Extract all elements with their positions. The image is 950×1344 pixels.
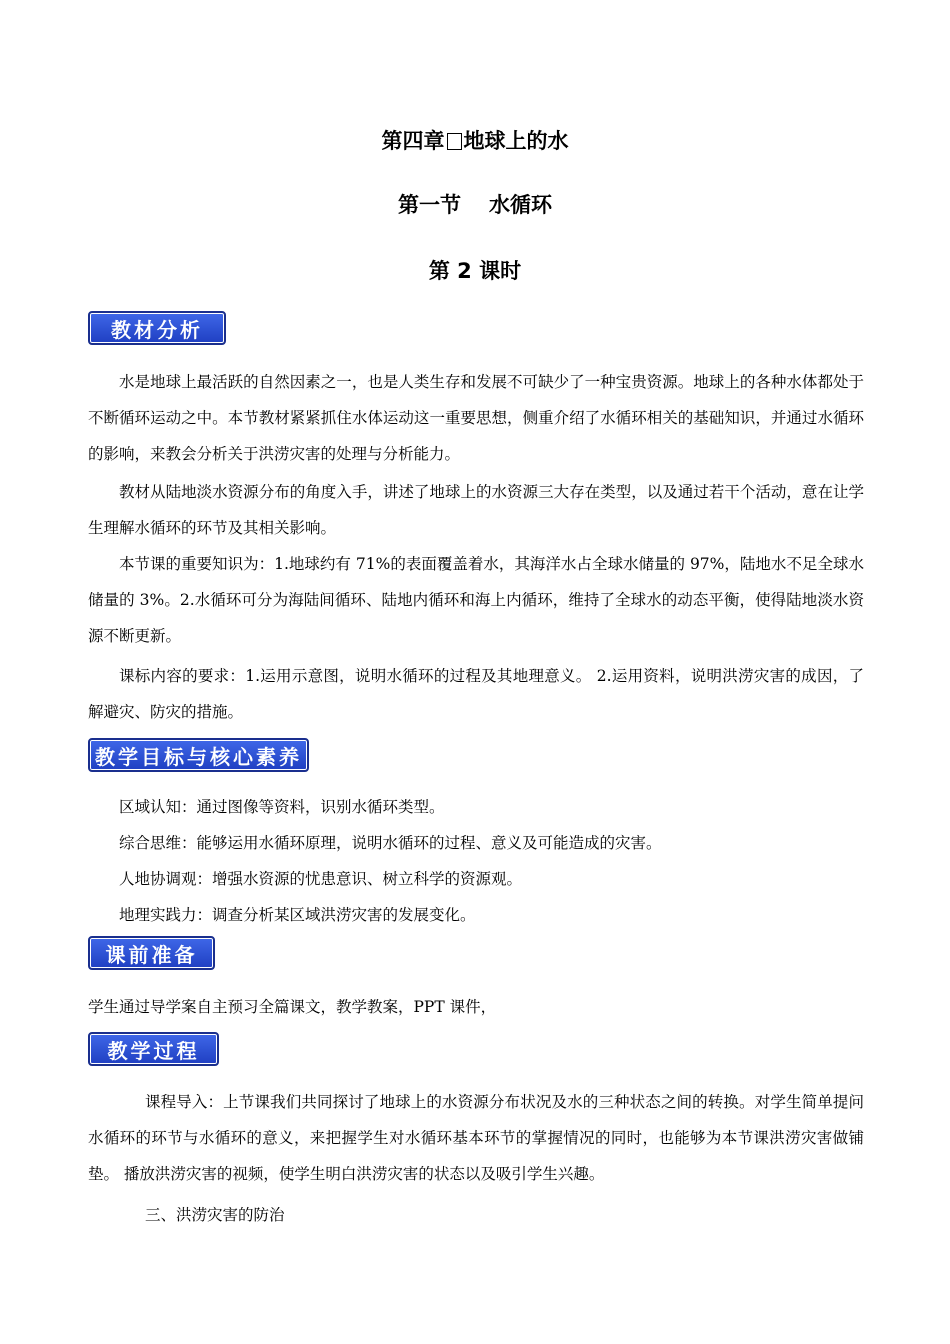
section-badge-goals: 教学目标与核心素养 [88,738,309,772]
chapter-name: 地球上的水 [463,129,569,153]
goal-integrated-thinking: 综合思维：能够运用水循环原理，说明水循环的过程、意义及可能造成的灾害。 [119,834,662,852]
section-title [0,191,950,219]
analysis-paragraph-2: 教材从陆地淡水资源分布的角度入手，讲述了地球上的水资源三大存在类型，以及通过若干个活动，意在让学生理解水循环的环节及其相关影响。 [88,483,864,537]
process-intro-paragraph: 课程导入：上节课我们共同探讨了地球上的水资源分布状况及水的三种状态之间的转换。对学生简单提问水循环的环节与水循环的意义，来把握学生对水循环基本环节的掌握情况的同时，也能够为本节课洪涝灾害做铺垫。 播放洪涝灾害的视频，使学生明白洪涝灾害的状态以及吸引学生兴趣。 [88,1093,864,1183]
section-badge-analysis: 教材分析 [88,311,226,345]
analysis-paragraph-1: 水是地球上最活跃的自然因素之一，也是人类生存和发展不可缺少了一种宝贵资源。地球上的各种水体都处于不断循环运动之中。本节教材紧紧抓住水体运动这一重要思想，侧重介绍了水循环相关的基础知识，并通过水循环的影响，来教会分析关于洪涝灾害的处理与分析能力。 [88,373,864,463]
analysis-paragraph-4: 课标内容的要求：1.运用示意图，说明水循环的过程及其地理意义。 2.运用资料，说明洪涝灾害的成因，了解避灾、防灾的措施。 [88,667,864,721]
process-heading-flood-prevention: 三、洪涝灾害的防治 [145,1206,285,1224]
prep-text: 学生通过导学案自主预习全篇课文，教学教案，PPT 课件， [88,998,497,1016]
chapter-number: 第四章 [381,129,445,153]
chapter-title [0,127,950,155]
lesson-title: 第 2 课时 [428,259,522,283]
section-number: 第一节 [398,193,461,217]
section-badge-process: 教学过程 [88,1032,219,1066]
placeholder-box-icon [447,133,462,150]
analysis-paragraph-3: 本节课的重要知识为：1.地球约有 71%的表面覆盖着水，其海洋水占全球水储量的 97%，陆地水不足全球水储量的 3%。2.水循环可分为海陆间循环、陆地内循环和海上内循环，维持了全球水的动态平衡，使得陆地淡水资源不断更新。 [88,555,864,645]
goal-regional-cognition: 区域认知：通过图像等资料，识别水循环类型。 [119,798,445,816]
section-name: 水循环 [489,193,552,217]
goal-geographic-practice: 地理实践力：调查分析某区域洪涝灾害的发展变化。 [119,906,476,924]
goal-human-land-coordination: 人地协调观：增强水资源的忧患意识、树立科学的资源观。 [119,870,523,888]
section-badge-prep: 课前准备 [88,936,215,970]
